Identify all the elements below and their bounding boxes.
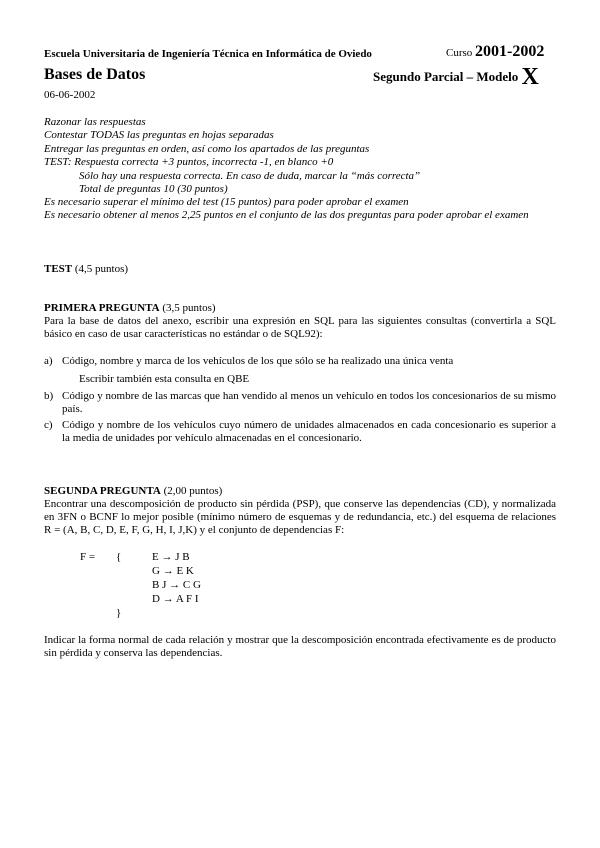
course-year: 2001-2002	[475, 43, 545, 60]
dependency-rhs: C G	[182, 579, 201, 591]
dependency-row	[152, 565, 194, 578]
test-title: TEST	[44, 263, 73, 275]
q2-intro: Encontrar una descomposición de producto sin pérdida (PSP), que conserve las dependencias (CD), y normalizada en 3FN o BCNF lo mejor posible (mínimo número de esquemas y de redundancia, etc.) del esquema de relaciones R = (A, B, C, D, E, F, G, H, I, J,K) y el conjunto de dependencias F:	[44, 498, 556, 536]
dependency-lhs: G	[152, 565, 160, 577]
instruction-line: Razonar las respuestas	[44, 116, 146, 128]
test-heading	[44, 263, 128, 276]
dependency-rhs: J B	[175, 551, 190, 563]
q2-heading	[44, 485, 222, 498]
q2-points: (2,00 puntos)	[163, 485, 223, 497]
q1-item-a-label: a)	[44, 355, 53, 367]
dependency-rhs: A F I	[175, 593, 199, 605]
school-name: Escuela Universitaria de Ingeniería Técnica en Informática de Oviedo	[44, 48, 372, 60]
dependency-lhs: E	[152, 551, 159, 563]
test-points: (4,5 puntos)	[74, 263, 129, 275]
arrow-icon: →	[162, 593, 174, 605]
dependency-rhs: E K	[176, 565, 194, 577]
q1-intro: Para la base de datos del anexo, escribir una expresión en SQL para las siguientes consultas (convertirla a SQL básico en caso de usar características no estándar o de SQL92):	[44, 315, 556, 340]
q1-item-c-label: c)	[44, 419, 53, 431]
dependency-set-label: F =	[80, 551, 96, 563]
exam-name: Segundo Parcial – Modelo	[373, 69, 519, 84]
model-letter: X	[521, 64, 539, 90]
exam-title	[373, 64, 539, 91]
instruction-line: Es necesario obtener al menos 2,25 puntos en el conjunto de las dos preguntas para poder aprobar el examen	[44, 209, 529, 221]
q2-closing: Indicar la forma normal de cada relación y mostrar que la descomposición encontrada efectivamente es de producto sin pérdida y conserva las dependencias.	[44, 634, 556, 659]
course-label	[446, 43, 544, 61]
dependency-lhs: D	[152, 593, 160, 605]
instruction-line: Sólo hay una respuesta correcta. En caso de duda, marcar la “más correcta”	[79, 170, 421, 182]
exam-date: 06-06-2002	[44, 89, 96, 101]
q1-heading	[44, 302, 216, 315]
instruction-line: Es necesario superar el mínimo del test (15 puntos) para poder aprobar el examen	[44, 196, 409, 208]
instruction-line: Contestar TODAS las preguntas en hojas separadas	[44, 129, 274, 141]
dependency-row	[152, 551, 190, 564]
dependency-row	[152, 579, 201, 592]
q1-item-a-text: Código, nombre y marca de los vehículos de los que sólo se ha realizado una única venta	[62, 355, 454, 367]
q1-item-b-text: Código y nombre de las marcas que han vendido al menos un vehículo en todos los concesionarios de su mismo país.	[62, 390, 556, 415]
q1-item-b-label: b)	[44, 390, 54, 402]
arrow-icon: →	[169, 579, 181, 591]
close-brace: }	[116, 607, 122, 619]
arrow-icon: →	[162, 565, 174, 577]
q2-title: SEGUNDA PREGUNTA	[44, 485, 161, 497]
q1-points: (3,5 puntos)	[162, 302, 216, 314]
instruction-line: Total de preguntas 10 (30 puntos)	[79, 183, 228, 195]
dependency-row	[152, 593, 198, 606]
q1-item-a-sub: Escribir también esta consulta en QBE	[79, 373, 250, 385]
course-label-text: Curso	[446, 47, 473, 59]
instruction-line: TEST: Respuesta correcta +3 puntos, incorrecta -1, en blanco +0	[44, 156, 334, 168]
arrow-icon: →	[161, 551, 173, 563]
open-brace: {	[116, 551, 122, 563]
dependency-lhs: B J	[152, 579, 167, 591]
q1-title: PRIMERA PREGUNTA	[44, 302, 160, 314]
instruction-line: Entregar las preguntas en orden, así como los apartados de las preguntas	[44, 143, 370, 155]
subject-title: Bases de Datos	[44, 66, 146, 83]
q1-item-c-text: Código y nombre de los vehículos cuyo número de unidades almacenados en cada concesionario es superior a la media de unidades por vehículo almacenadas en el concesionario.	[62, 419, 556, 444]
